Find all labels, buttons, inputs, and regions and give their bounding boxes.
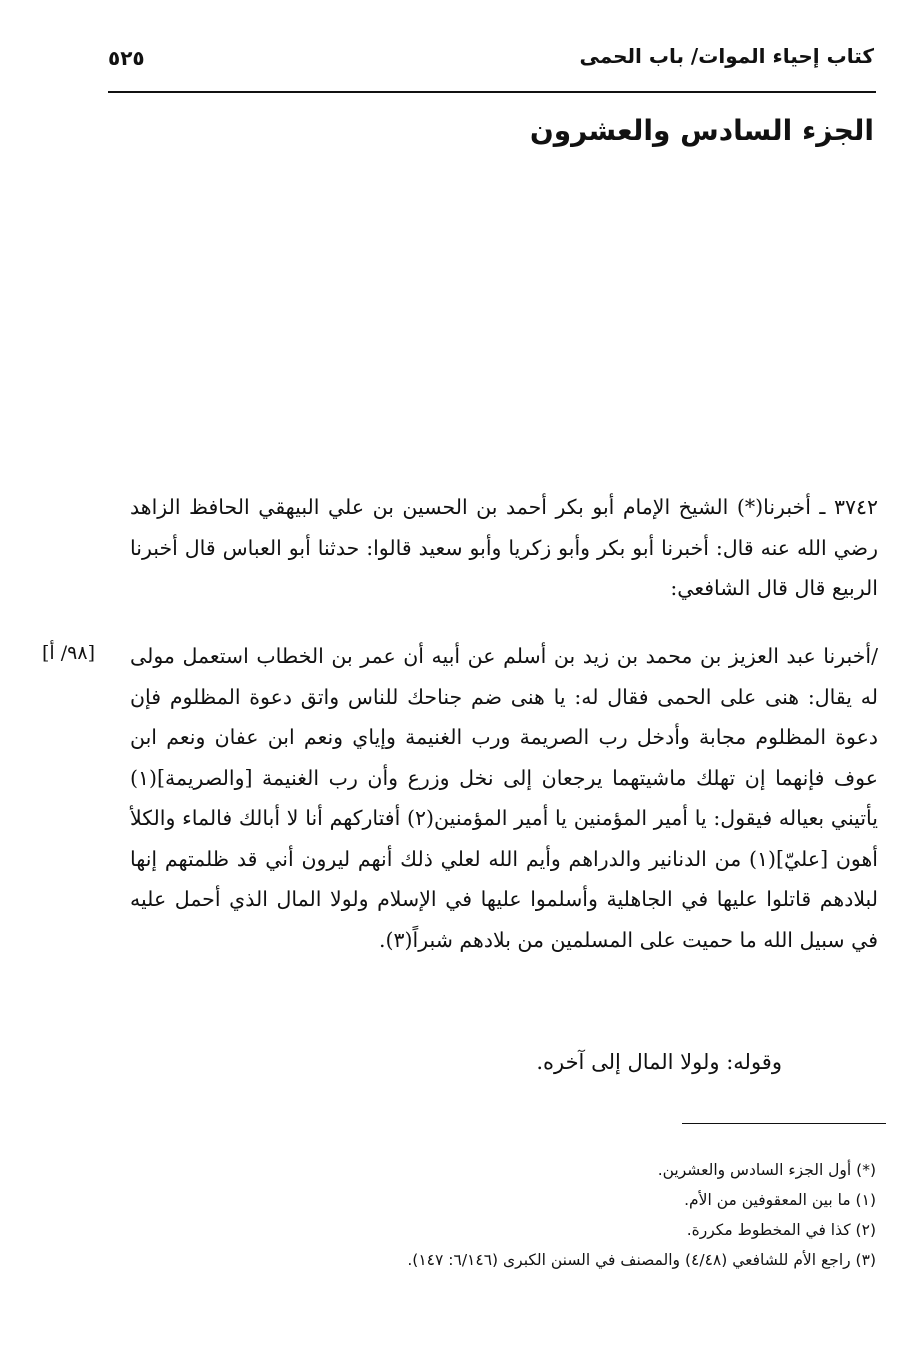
footnotes — [116, 1155, 876, 1275]
page-number: ٥٢٥ — [108, 46, 145, 70]
footnote-item: (٣) راجع الأم للشافعي (٤/٤٨) والمصنف في السنن الكبرى (٦/١٤٦: ١٤٧). — [407, 1251, 876, 1269]
running-header-title: كتاب إحياء الموات/ باب الحمى — [579, 44, 874, 68]
footnote-item: (١) ما بين المعقوفين من الأم. — [684, 1191, 876, 1209]
footnote-item: (*) أول الجزء السادس والعشرين. — [657, 1161, 876, 1179]
footnote-divider — [682, 1123, 886, 1124]
footnote-item: (٢) كذا في المخطوط مكررة. — [686, 1221, 876, 1239]
header-divider — [108, 91, 876, 93]
manuscript-folio-reference: [٩٨/ أ] — [42, 642, 95, 664]
hadith-isnad-paragraph: ٣٧٤٢ ـ أخبرنا(*) الشيخ الإمام أبو بكر أحمد بن الحسين بن علي البيهقي الحافظ الزاهد رضي الله عنه قال: أخبرنا أبو بكر وأبو زكريا وأبو سعيد قالوا: حدثنا أبو العباس قال أخبرنا الربيع قال قال الشافعي: — [130, 495, 878, 600]
hadith-text-paragraph: /أخبرنا عبد العزيز بن محمد بن زيد بن أسلم عن أبيه أن عمر بن الخطاب استعمل مولى له يقال: هنى على الحمى فقال له: يا هنى ضم جناحك للناس واتق دعوة المظلوم فإن دعوة المظلوم مجابة وأدخل رب الصريمة ورب الغنيمة وإياي ونعم ابن عفان ونعم ابن عوف فإنهما إن تهلك ماشيتهما يرجعان إلى نخل وزرع وأن رب الغنيمة [والصريمة](١) يأتيني بعياله فيقول: يا أمير المؤمنين يا أمير المؤمنين(٢) أفتاركهم أنا لا أبالك فالماء والكلأ أهون [عليّ](١) من الدنانير والدراهم وأيم الله لعلي ذلك أنهم ليرون أني قد ظلمتهم إنها لبلادهم قاتلوا عليها في الجاهلية وأسلموا عليها في الإسلام ولولا المال الذي أحمل عليه في سبيل الله ما حميت على المسلمين من بلادهم شبراً(٣). — [130, 644, 878, 952]
section-title: الجزء السادس والعشرون — [529, 114, 874, 147]
commentary-line: وقوله: ولولا المال إلى آخره. — [536, 1050, 782, 1074]
